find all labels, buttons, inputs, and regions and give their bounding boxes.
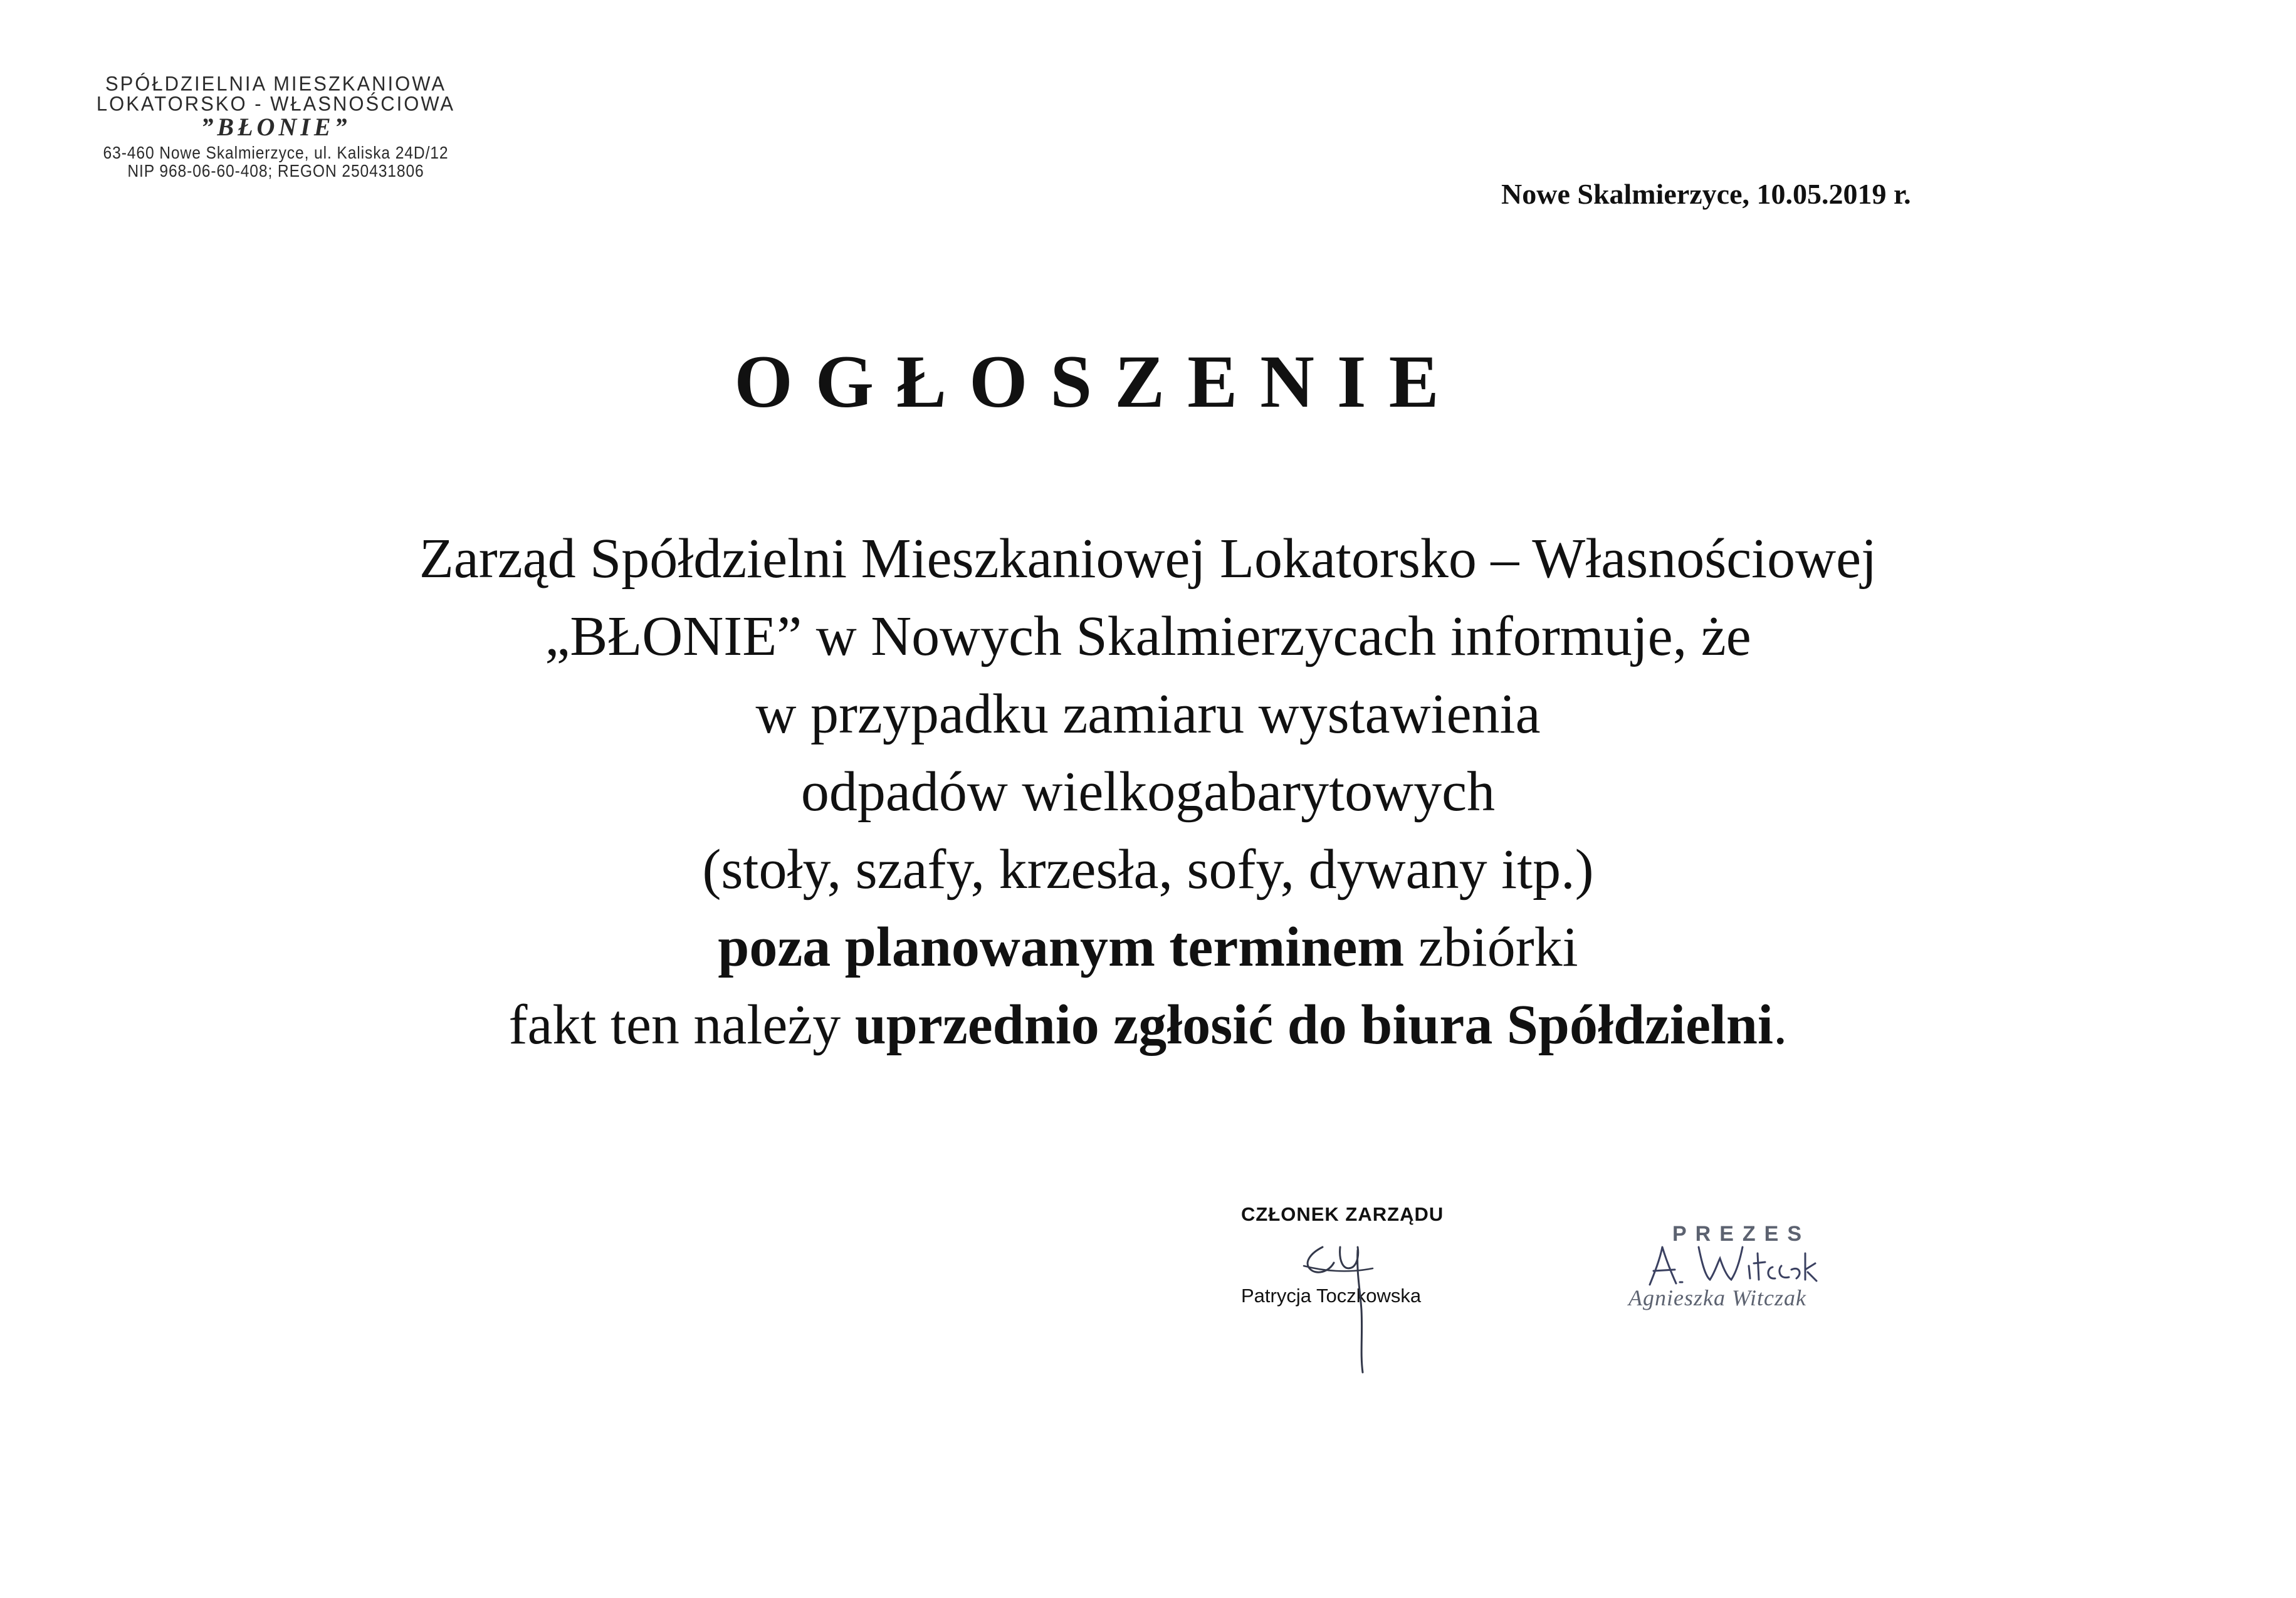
notice-line-7 [0, 986, 2296, 1064]
board-member-role: CZŁONEK ZARZĄDU [1241, 1203, 1444, 1225]
president-role: PREZES [1672, 1222, 1811, 1246]
org-line-2: LOKATORSKO - WŁASNOŚCIOWA [96, 91, 456, 115]
org-ids: NIP 968-06-60-408; REGON 250431806 [127, 160, 424, 180]
board-member-signature-block [1229, 1203, 1504, 1429]
org-line-1: SPÓŁDZIELNIA MIESZKANIOWA [105, 72, 447, 95]
president-handwritten-signature [1617, 1222, 1880, 1335]
page-title: OGŁOSZENIE [734, 340, 1462, 423]
notice-line-6 [0, 909, 2296, 986]
org-name: ”BŁONIE” [201, 113, 351, 142]
notice-line-3: w przypadku zamiaru wystawienia [755, 683, 1541, 745]
notice-line-7-start: fakt ten należy [508, 994, 855, 1056]
board-member-name: Patrycja Toczkowska [1241, 1285, 1422, 1307]
notice-line-6-bold: poza planowanym terminem [718, 916, 1405, 978]
notice-line-4: odpadów wielkogabarytowych [800, 761, 1496, 823]
notice-line-5: (stoły, szafy, krzesła, sofy, dywany itp.) [702, 838, 1594, 901]
president-signature-block [1617, 1222, 1880, 1335]
notice-body [0, 520, 2296, 1064]
notice-line-7-bold: uprzednio zgłosić do biura Spółdzielni [854, 994, 1773, 1056]
notice-line-1: Zarząd Spółdzielni Mieszkaniowej Lokatorsko – Własnościowej [419, 528, 1877, 590]
place-date: Nowe Skalmierzyce, 10.05.2019 r. [1501, 178, 1911, 210]
notice-line-2: „BŁONIE” w Nowych Skalmierzycach informuje, że [545, 605, 1751, 667]
notice-line-7-end: . [1773, 994, 1788, 1056]
president-name: Agnieszka Witczak [1628, 1285, 1806, 1310]
organization-stamp [50, 74, 501, 180]
notice-line-6-rest: zbiórki [1404, 916, 1578, 978]
org-address: 63-460 Nowe Skalmierzyce, ul. Kaliska 24D/12 [103, 143, 449, 163]
board-member-handwritten-signature [1229, 1203, 1504, 1429]
